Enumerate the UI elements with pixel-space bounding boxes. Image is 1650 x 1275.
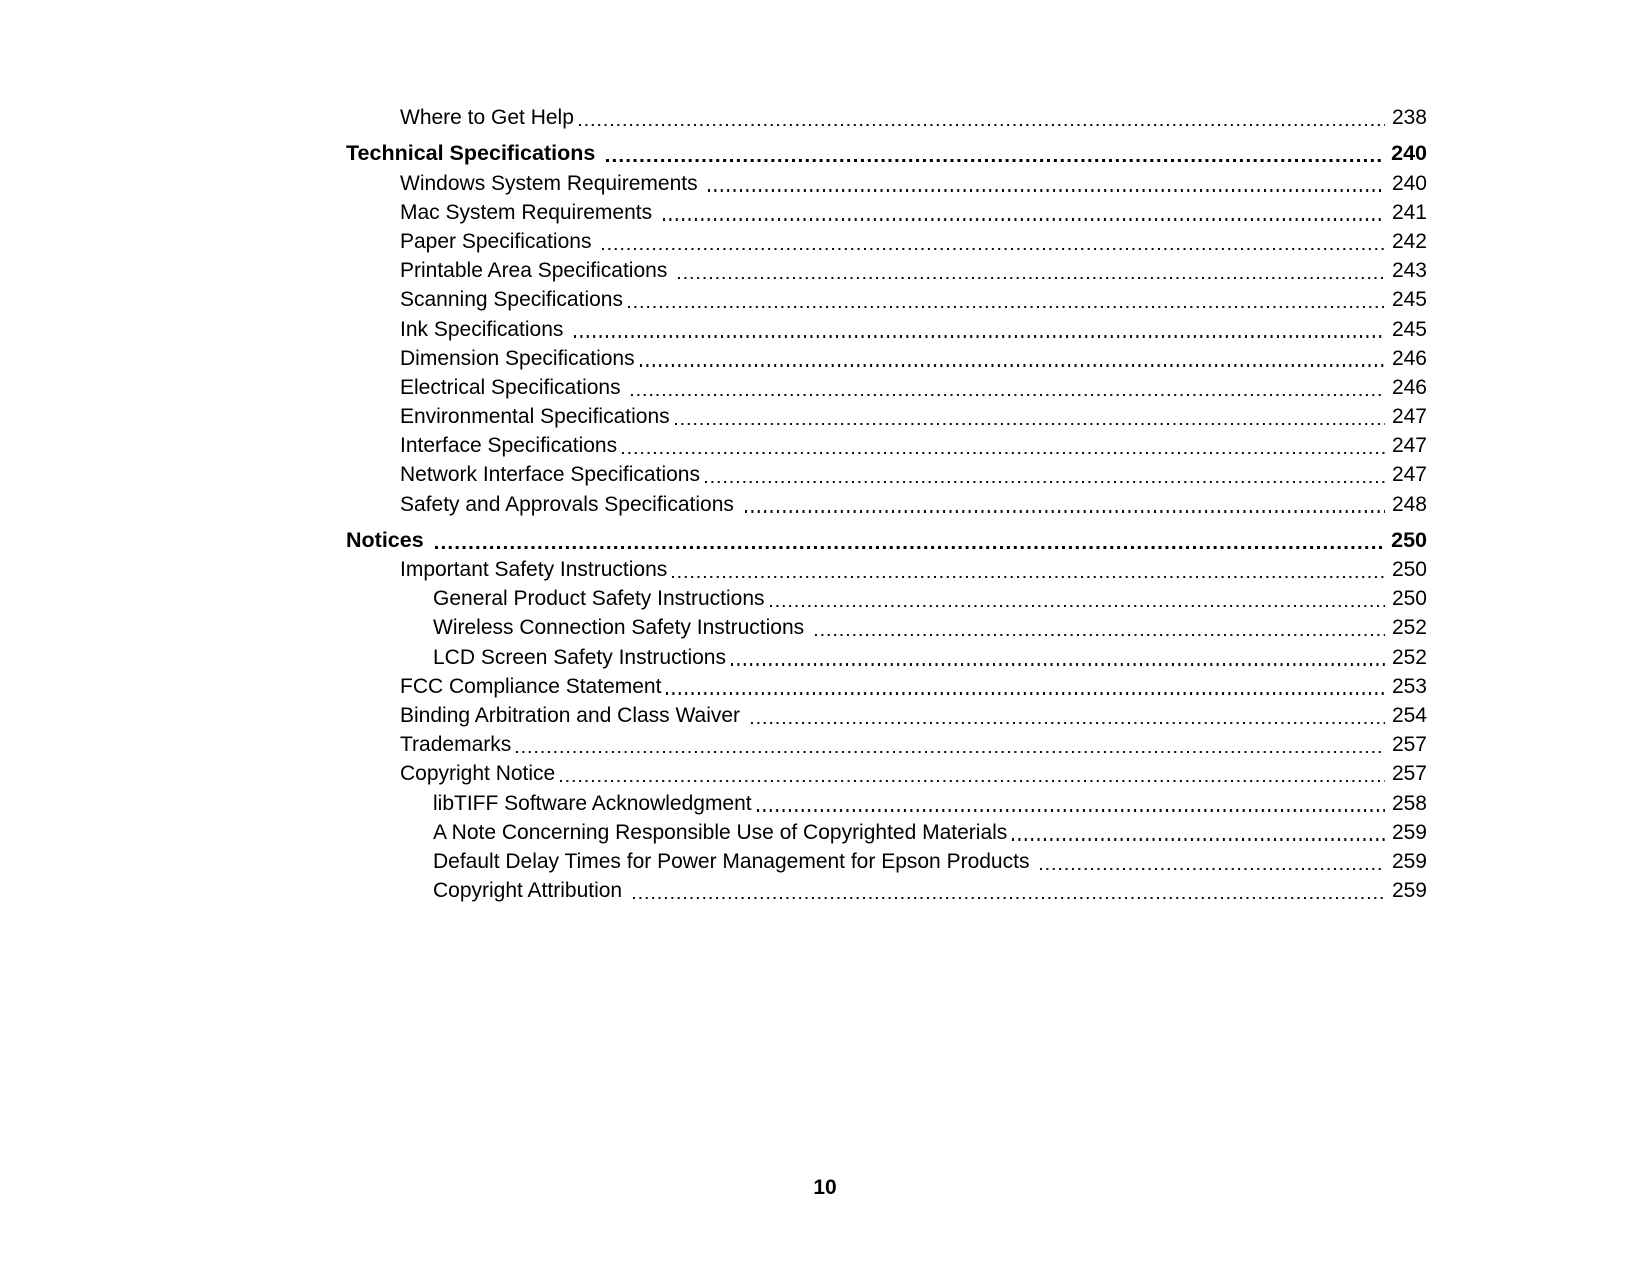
toc-entry[interactable]: [346, 816, 1427, 845]
toc-entry-page-number: 252: [1391, 645, 1427, 669]
toc-entry-label[interactable]: Interface Specifications: [400, 434, 618, 458]
toc-entry[interactable]: [346, 553, 1427, 582]
toc-entry[interactable]: [346, 137, 1427, 166]
toc-entry-page-number: 250: [1391, 527, 1427, 552]
toc-entry-label[interactable]: Windows System Requirements: [400, 171, 704, 195]
toc-entry-page-number: 258: [1391, 791, 1427, 815]
toc-entry[interactable]: [346, 196, 1427, 225]
toc-entry[interactable]: [346, 487, 1427, 516]
dot-leader: [675, 423, 1385, 425]
toc-entry-page-number: 259: [1391, 820, 1427, 844]
dot-leader: [745, 510, 1385, 512]
dot-leader: [622, 452, 1385, 454]
dot-leader: [435, 546, 1384, 549]
toc-entry-page-number: 243: [1391, 259, 1427, 283]
toc-entry[interactable]: [346, 312, 1427, 341]
dot-leader: [1040, 868, 1385, 870]
toc-entry-label[interactable]: Where to Get Help: [400, 106, 574, 130]
toc-entry-label[interactable]: libTIFF Software Acknowledgment: [433, 791, 752, 815]
toc-entry-page-number: 259: [1391, 879, 1427, 903]
dot-leader: [757, 809, 1385, 811]
dot-leader: [770, 605, 1385, 607]
dot-leader: [663, 218, 1385, 220]
toc-entry[interactable]: [346, 582, 1427, 611]
toc-entry-page-number: 246: [1391, 375, 1427, 399]
toc-entry-label[interactable]: Technical Specifications: [346, 141, 602, 166]
table-of-contents: [346, 101, 1427, 903]
toc-entry-page-number: 242: [1391, 229, 1427, 253]
toc-entry-label[interactable]: Paper Specifications: [400, 229, 598, 253]
dot-leader: [516, 751, 1385, 753]
toc-entry-page-number: 248: [1391, 492, 1427, 516]
toc-entry-label[interactable]: Trademarks: [400, 733, 512, 757]
toc-entry-label[interactable]: Ink Specifications: [400, 317, 570, 341]
dot-leader: [640, 364, 1385, 366]
dot-leader: [602, 248, 1385, 250]
toc-entry[interactable]: [346, 166, 1427, 195]
toc-entry-page-number: 240: [1391, 141, 1427, 166]
dot-leader: [631, 394, 1385, 396]
toc-entry[interactable]: [346, 757, 1427, 786]
toc-entry-page-number: 246: [1391, 346, 1427, 370]
dot-leader: [708, 189, 1385, 191]
toc-entry[interactable]: [346, 342, 1427, 371]
toc-entry-page-number: 257: [1391, 733, 1427, 757]
toc-entry-page-number: 257: [1391, 762, 1427, 786]
toc-entry-page-number: 247: [1391, 463, 1427, 487]
toc-entry-label[interactable]: FCC Compliance Statement: [400, 674, 662, 698]
toc-entry-page-number: 259: [1391, 849, 1427, 873]
toc-entry[interactable]: [346, 429, 1427, 458]
page-footer: [0, 1176, 1650, 1200]
toc-entry[interactable]: [346, 699, 1427, 728]
toc-entry-page-number: 252: [1391, 616, 1427, 640]
dot-leader: [672, 576, 1385, 578]
toc-entry[interactable]: [346, 845, 1427, 874]
dot-leader: [731, 663, 1385, 665]
toc-entry[interactable]: [346, 611, 1427, 640]
toc-entry-label[interactable]: A Note Concerning Responsible Use of Copyrighted Materials: [433, 820, 1008, 844]
toc-entry[interactable]: [346, 786, 1427, 815]
toc-entry-label[interactable]: Important Safety Instructions: [400, 558, 668, 581]
toc-entry-page-number: 250: [1391, 587, 1427, 611]
toc-entry-label[interactable]: Notices: [346, 527, 430, 552]
toc-entry[interactable]: [346, 400, 1427, 429]
dot-leader: [678, 277, 1385, 279]
toc-entry-label[interactable]: Wireless Connection Safety Instructions: [433, 616, 810, 640]
toc-entry-label[interactable]: Mac System Requirements: [400, 200, 658, 224]
dot-leader: [815, 634, 1385, 636]
toc-entry-label[interactable]: Printable Area Specifications: [400, 259, 674, 283]
toc-entry[interactable]: [346, 640, 1427, 669]
toc-entry-label[interactable]: Dimension Specifications: [400, 346, 635, 370]
toc-entry-page-number: 241: [1391, 200, 1427, 224]
dot-leader: [1012, 838, 1385, 840]
toc-entry[interactable]: [346, 458, 1427, 487]
toc-entry[interactable]: [346, 101, 1427, 130]
toc-entry-label[interactable]: General Product Safety Instructions: [433, 587, 765, 611]
toc-entry-label[interactable]: Binding Arbitration and Class Waiver: [400, 703, 746, 727]
toc-entry-page-number: 238: [1391, 106, 1427, 130]
dot-leader: [628, 306, 1385, 308]
toc-entry-page-number: 254: [1391, 703, 1427, 727]
toc-entry-label[interactable]: Environmental Specifications: [400, 405, 670, 429]
toc-entry-page-number: 245: [1391, 317, 1427, 341]
toc-entry[interactable]: [346, 524, 1427, 553]
toc-entry-label[interactable]: LCD Screen Safety Instructions: [433, 645, 726, 669]
toc-entry-page-number: 245: [1391, 288, 1427, 312]
toc-entry[interactable]: [346, 874, 1427, 903]
toc-entry-page-number: 250: [1391, 558, 1427, 581]
toc-entry-label[interactable]: Default Delay Times for Power Management for Epson Products: [433, 849, 1036, 873]
footer-page-number: 10: [813, 1176, 837, 1199]
toc-entry-label[interactable]: Copyright Attribution: [433, 879, 628, 903]
dot-leader: [666, 692, 1385, 694]
toc-entry-page-number: 240: [1391, 171, 1427, 195]
dot-leader: [633, 897, 1385, 899]
toc-entry[interactable]: [346, 225, 1427, 254]
dot-leader: [751, 722, 1385, 724]
toc-entry-label[interactable]: Network Interface Specifications: [400, 463, 700, 487]
toc-entry[interactable]: [346, 254, 1427, 283]
dot-leader: [560, 780, 1385, 782]
toc-entry-page-number: 247: [1391, 434, 1427, 458]
dot-leader: [579, 124, 1385, 126]
dot-leader: [705, 481, 1385, 483]
toc-entry[interactable]: [346, 670, 1427, 699]
toc-entry[interactable]: [346, 371, 1427, 400]
dot-leader: [606, 159, 1384, 162]
toc-entry[interactable]: [346, 283, 1427, 312]
toc-entry[interactable]: [346, 728, 1427, 757]
toc-entry-page-number: 247: [1391, 405, 1427, 429]
toc-entry-label[interactable]: Scanning Specifications: [400, 288, 623, 312]
toc-entry-label[interactable]: Copyright Notice: [400, 762, 556, 786]
toc-entry-label[interactable]: Electrical Specifications: [400, 375, 627, 399]
toc-entry-label[interactable]: Safety and Approvals Specifications: [400, 492, 740, 516]
dot-leader: [574, 335, 1385, 337]
toc-entry-page-number: 253: [1391, 674, 1427, 698]
